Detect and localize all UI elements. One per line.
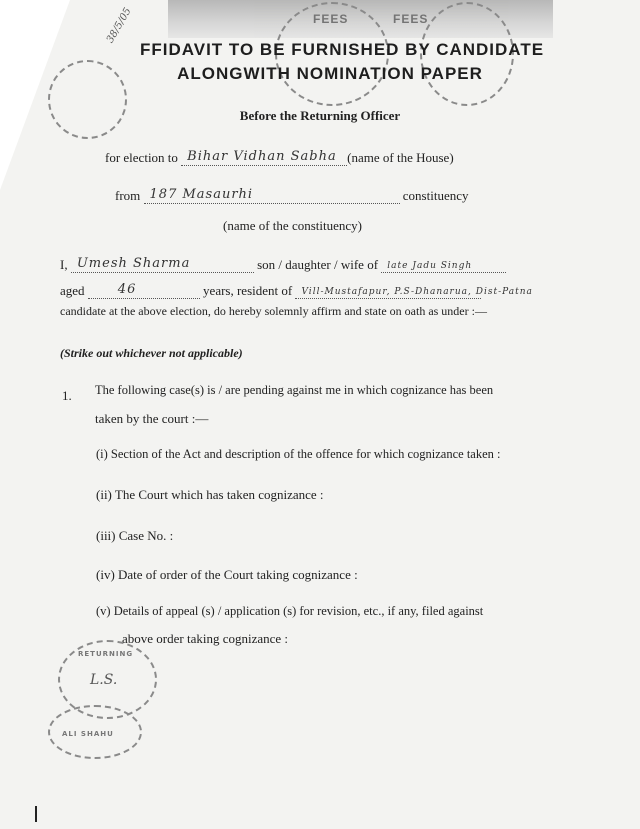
subitem-v: (v) Details of appeal (s) / application (s) for revision, etc., if any, filed against <box>96 604 484 618</box>
margin-note: 38/5/05 <box>104 6 134 45</box>
margin-mark <box>35 806 37 822</box>
name-value: Umesh Sharma <box>76 256 191 271</box>
name-line: I, Umesh Sharma son / daughter / wife of late Jadu Singh <box>60 257 506 273</box>
age-value: 46 <box>117 282 137 297</box>
item-1-line-2: taken by the court :— <box>95 411 209 426</box>
constituency-note: (name of the constituency) <box>223 218 362 233</box>
house-field <box>181 151 347 166</box>
subitem-iv: (iv) Date of order of the Court taking cognizance : <box>96 567 358 582</box>
age-field <box>88 284 200 299</box>
name-field <box>71 258 254 273</box>
residence-value: Vill-Mustafapur, P.S-Dhanarua, Dist-Patna <box>301 287 533 297</box>
stamp-text: FEES <box>313 12 349 26</box>
subitem-i: (i) Section of the Act and description of the offence for which cognizance taken : <box>96 447 501 461</box>
seal-signature: L.S. <box>90 672 118 688</box>
title-line-1: FFIDAVIT TO BE FURNISHED BY CANDIDATE <box>139 40 545 59</box>
lower-seal-2-text: ALI SHAHU <box>62 730 114 738</box>
subitem-iii: (iii) Case No. : <box>96 528 174 543</box>
relation-value: late Jadu Singh <box>387 261 473 271</box>
election-line: for election to Bihar Vidhan Sabha (name of the House) <box>105 149 454 165</box>
item-1-line-1: The following case(s) is / are pending against me in which cognizance has been <box>95 383 494 397</box>
subitem-ii: (ii) The Court which has taken cognizance : <box>96 487 324 502</box>
subitem-v-cont: above order taking cognizance : <box>122 631 289 646</box>
margin-seal <box>48 60 127 139</box>
heading-returning-officer: Before the Returning Officer <box>239 108 401 123</box>
lower-seal-text: RETURNING <box>78 650 134 658</box>
stamp-text-2: FEES <box>393 12 429 26</box>
house-value: Bihar Vidhan Sabha <box>187 149 337 164</box>
residence-field <box>295 284 533 299</box>
constituency-line: from 187 Masaurhi constituency <box>115 187 469 203</box>
affirm-text: candidate at the above election, do hereby solemnly affirm and state on oath as under :— <box>60 304 487 318</box>
strike-note: (Strike out whichever not applicable) <box>60 346 243 360</box>
constituency-value: 187 Masaurhi <box>149 187 254 202</box>
age-line: aged 46 years, resident of Vill-Mustafapur, P.S-Dhanarua, Dist-Patna <box>60 282 533 298</box>
relation-field <box>381 258 506 273</box>
constituency-field <box>144 189 400 204</box>
title-line-2: ALONGWITH NOMINATION PAPER <box>177 64 483 83</box>
item-1-number: 1. <box>62 388 72 403</box>
